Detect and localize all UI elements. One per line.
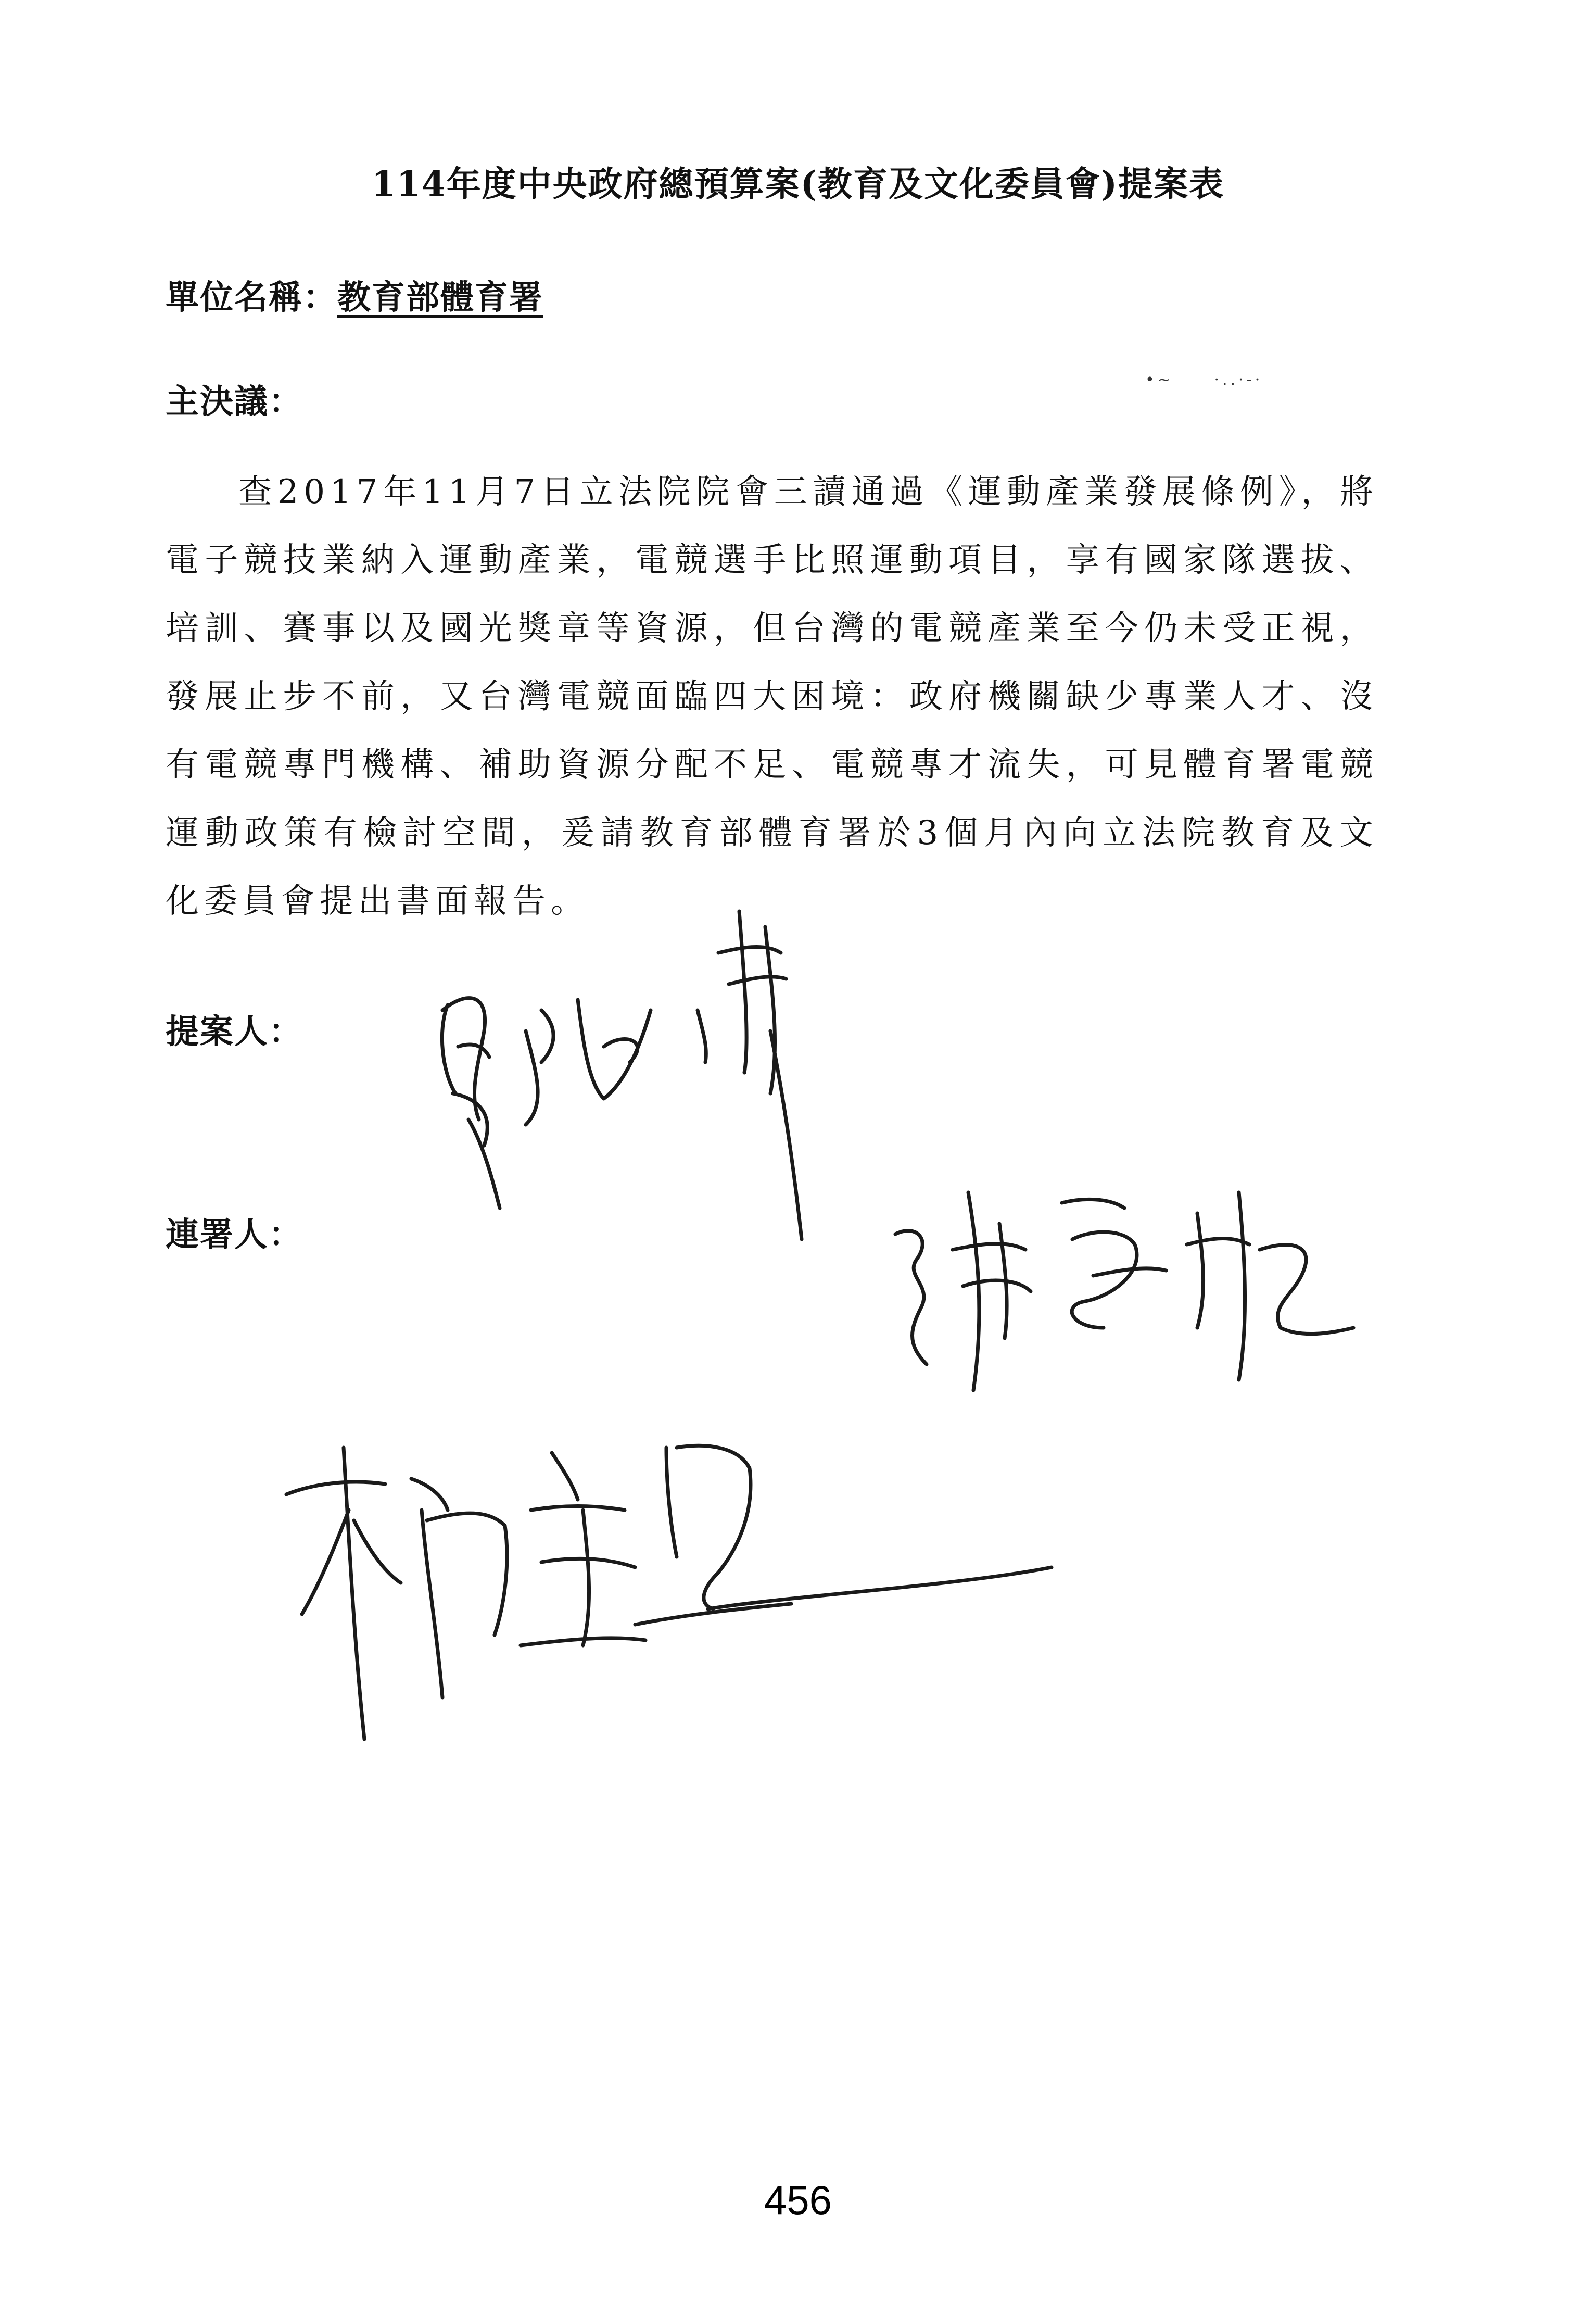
cosigner-signature-2 (271, 1406, 1062, 1744)
resolution-label: 主決議： (166, 382, 303, 421)
unit-value: 教育部體育署 (337, 278, 543, 317)
unit-label: 單位名稱： (166, 278, 337, 317)
proposer-signature (406, 875, 875, 1271)
document-title: 114年度中央政府總預算案(教育及文化委員會)提案表 (371, 164, 1225, 204)
unit-row (166, 271, 543, 319)
scan-speck: •~ ·..·-· (1145, 371, 1263, 389)
cosigner-signature-1 (875, 1120, 1395, 1411)
resolution-body: 查2017年11月7日立法院院會三讀通過《運動產業發展條例》，將電子競技業納入運動產業，電競選手比照運動項目，享有國家隊選拔、培訓、賽事以及國光獎章等資源，但台灣的電競產業至今仍未受正視，發展止步不前，又台灣電競面臨四大困境：政府機關缺少專業人才、沒有電競專門機構、補助資源分配不足、電競專才流失，可見體育署電競運動政策有檢討空間，爰請教育部體育署於3個月內向立法院教育及文化委員會提出書面報告。 (166, 473, 1378, 921)
proposer-label: 提案人： (166, 1012, 303, 1051)
page-number: 456 (764, 2177, 832, 2223)
cosigner-label: 連署人： (166, 1215, 303, 1254)
